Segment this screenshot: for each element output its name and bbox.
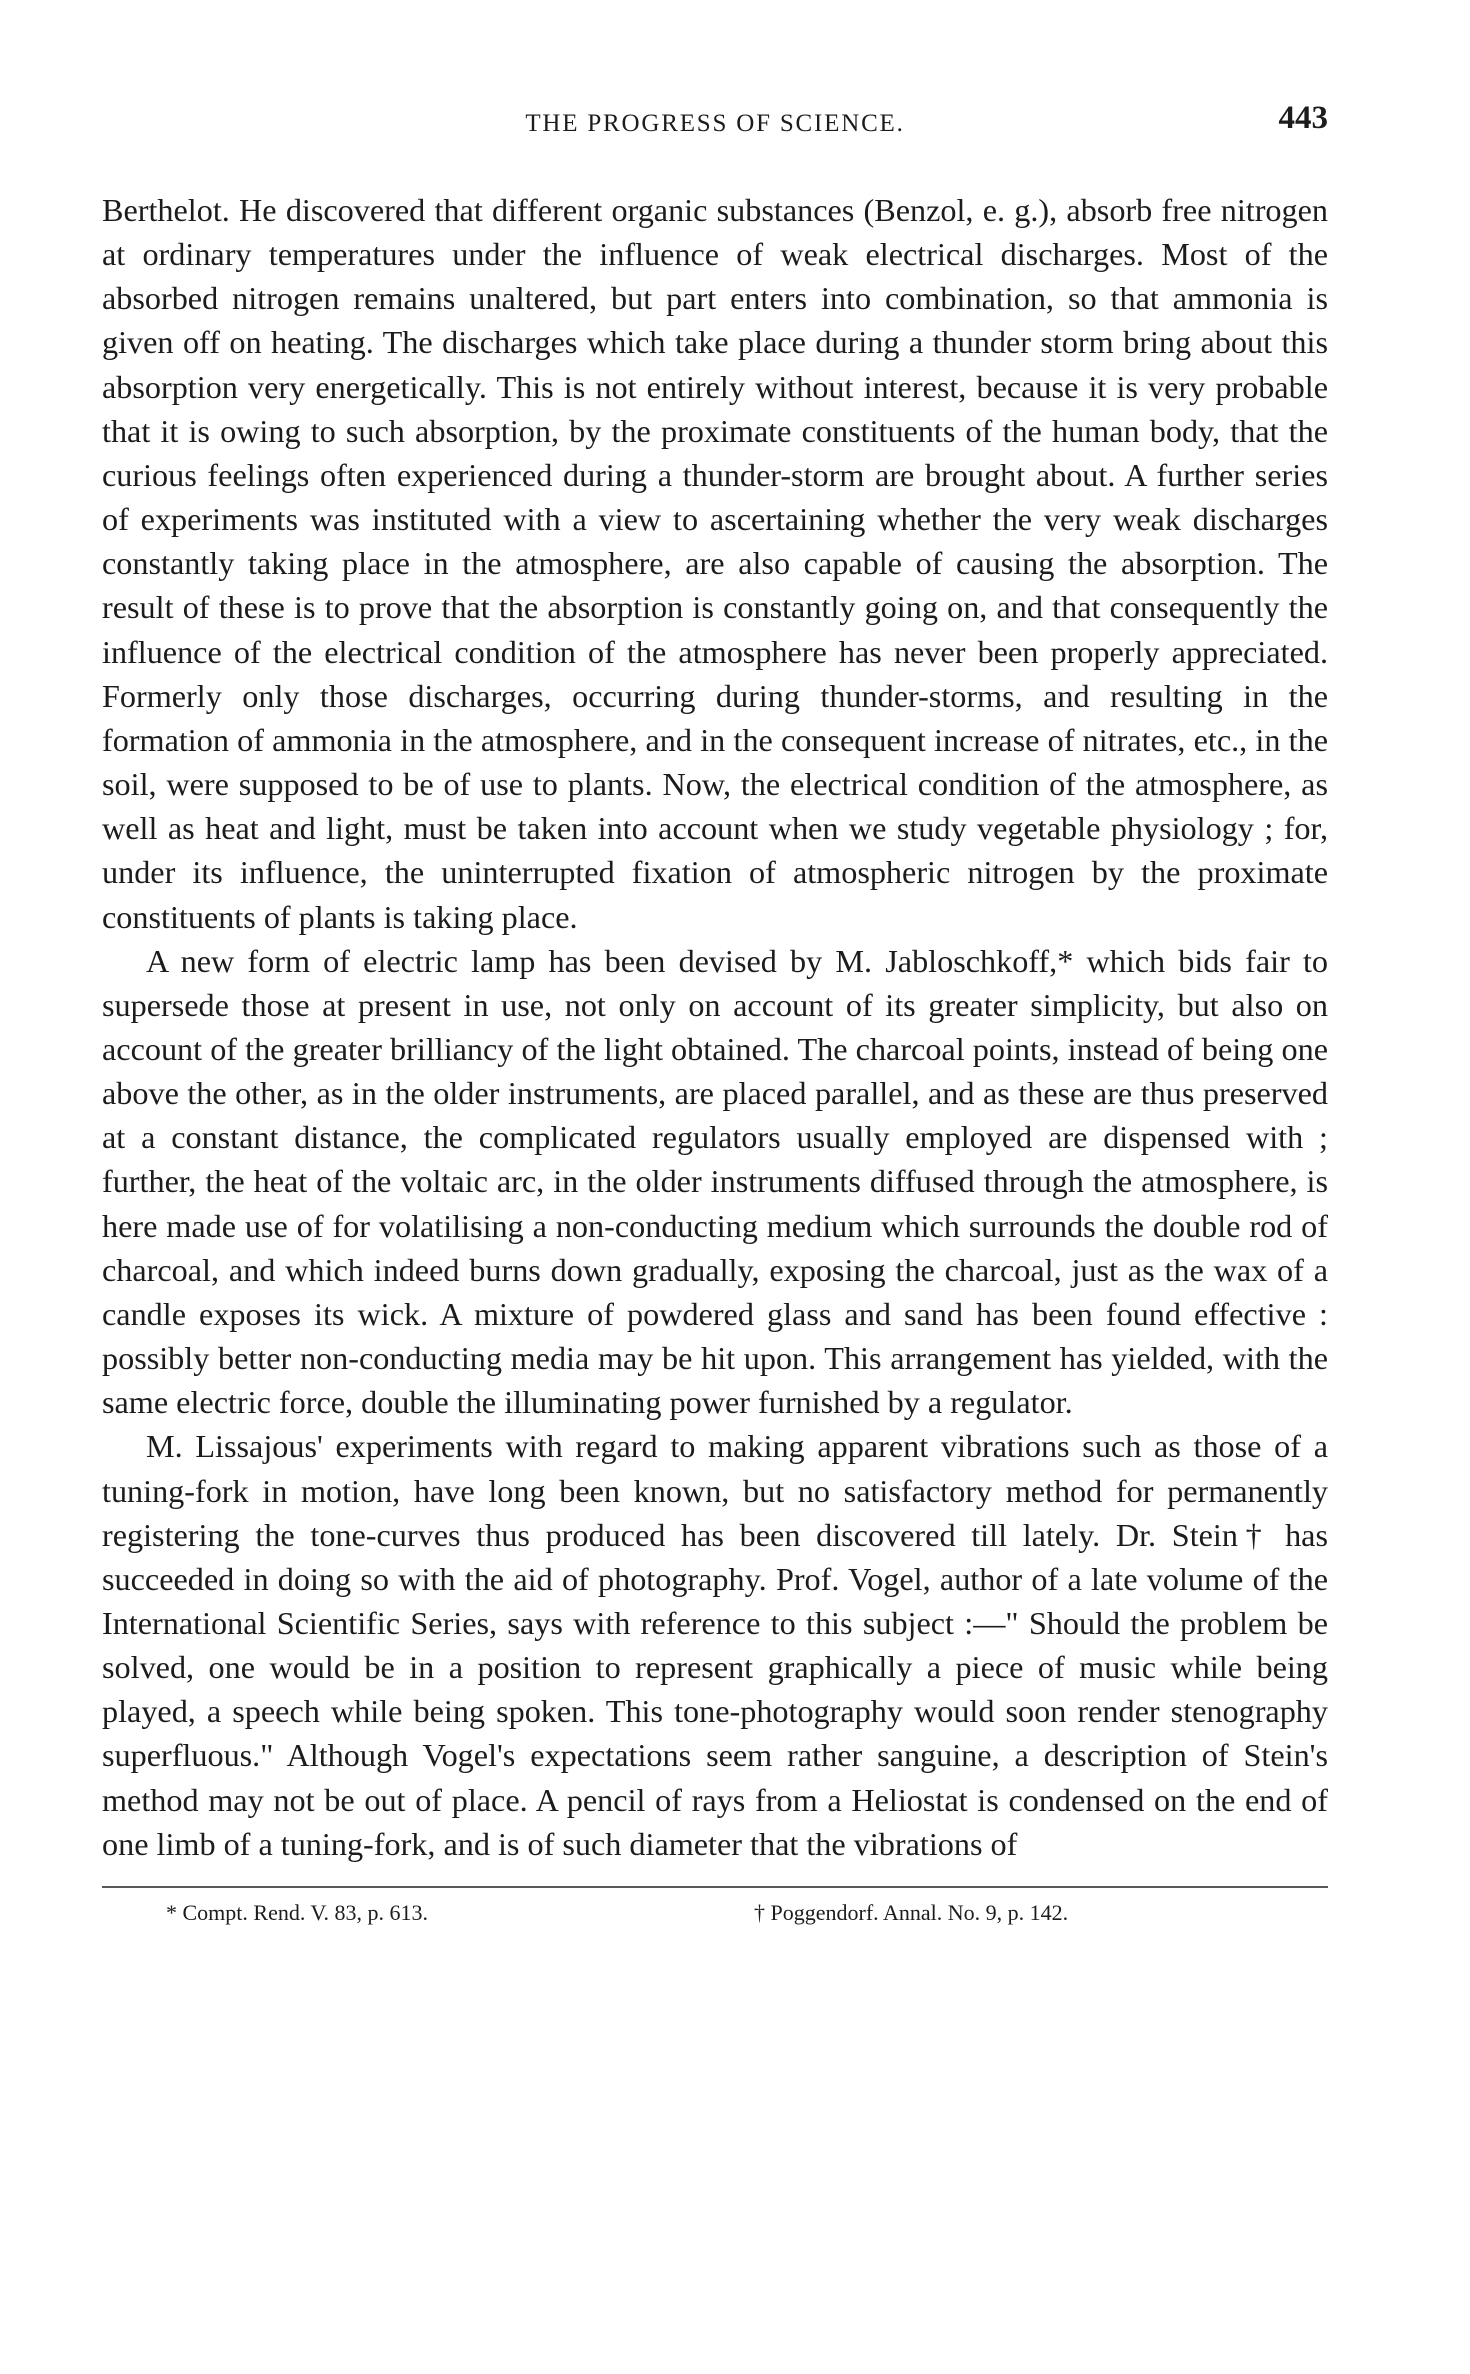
footnote-2: † Poggendorf. Annal. No. 9, p. 142. (754, 1899, 1069, 1925)
running-title: THE PROGRESS OF SCIENCE. (525, 110, 905, 137)
body-text (102, 188, 1328, 1866)
footnote-divider (102, 1886, 1328, 1888)
paragraph-electric-lamp: A new form of electric lamp has been devised by M. Jabloschkoff,* which bids fair to supersede those at present in use, not only on account of its greater simplicity, but also on account of the greater brilliancy of the light obtained. The charcoal points, instead of being one above the other, as in the older instruments, are placed parallel, and as these are thus preserved at a constant distance, the complicated regulators usually employed are dispensed with ; further, the heat of the voltaic arc, in the older instruments diffused through the atmosphere, is here made use of for volatilising a non-conducting medium which surrounds the double rod of charcoal, and which indeed burns down gradually, exposing the charcoal, just as the wax of a candle exposes its wick. A mixture of powdered glass and sand has been found effective : possibly better non-conducting media may be hit upon. This arrangement has yielded, with the same electric force, double the illuminating power furnished by a regulator. (102, 942, 1328, 1421)
page-header (102, 90, 1328, 150)
book-page (102, 90, 1328, 1944)
paragraph-tone-photography: M. Lissajous' experiments with regard to making apparent vibrations such as those of a tuning-fork in motion, have long been known, but no satisfactory method for permanently registering the tone-curves thus produced has been discovered till lately. Dr. Stein† has succeeded in doing so with the aid of photography. Prof. Vogel, author of a late volume of the International Scientific Series, says with reference to this subject :—" Should the problem be solved, one would be in a position to represent graphically a piece of music while being played, a speech while being spoken. This tone-photography would soon render stenography superfluous." Although Vogel's expectations seem rather sanguine, a description of Stein's method may not be out of place. A pencil of rays from a Heliostat is condensed on the end of one limb of a tuning-fork, and is of such diameter that the vibrations of (102, 1428, 1328, 1862)
paragraph-continued: Berthelot. He discovered that different organic substances (Benzol, e. g.), absorb free nitrogen at ordinary temperatures under the influence of weak electrical discharges. Most of the absorbed nitrogen remains unaltered, but part enters into combination, so that ammonia is given off on heating. The discharges which take place during a thunder storm bring about this absorption very energetically. This is not entirely without interest, because it is very probable that it is owing to such absorption, by the proximate constituents of the human body, that the curious feelings often experienced during a thunder-storm are brought about. A further series of experiments was instituted with a view to ascertaining whether the very weak discharges constantly taking place in the atmosphere, are also capable of causing the absorption. The result of these is to prove that the absorption is constantly going on, and that consequently the influence of the electrical condition of the atmosphere has never been properly appreciated. Formerly only those discharges, occurring during thunder-storms, and resulting in the formation of ammonia in the atmosphere, and in the consequent increase of nitrates, etc., in the soil, were supposed to be of use to plants. Now, the electrical condition of the atmosphere, as well as heat and light, must be taken into account when we study vegetable physiology ; for, under its influence, the uninterrupted fixation of atmospheric nitrogen by the proximate constituents of plants is taking place. (102, 192, 1328, 935)
footnotes (102, 1900, 1328, 1944)
page-number: 443 (1278, 100, 1328, 136)
footnote-1: * Compt. Rend. V. 83, p. 613. (166, 1899, 428, 1925)
